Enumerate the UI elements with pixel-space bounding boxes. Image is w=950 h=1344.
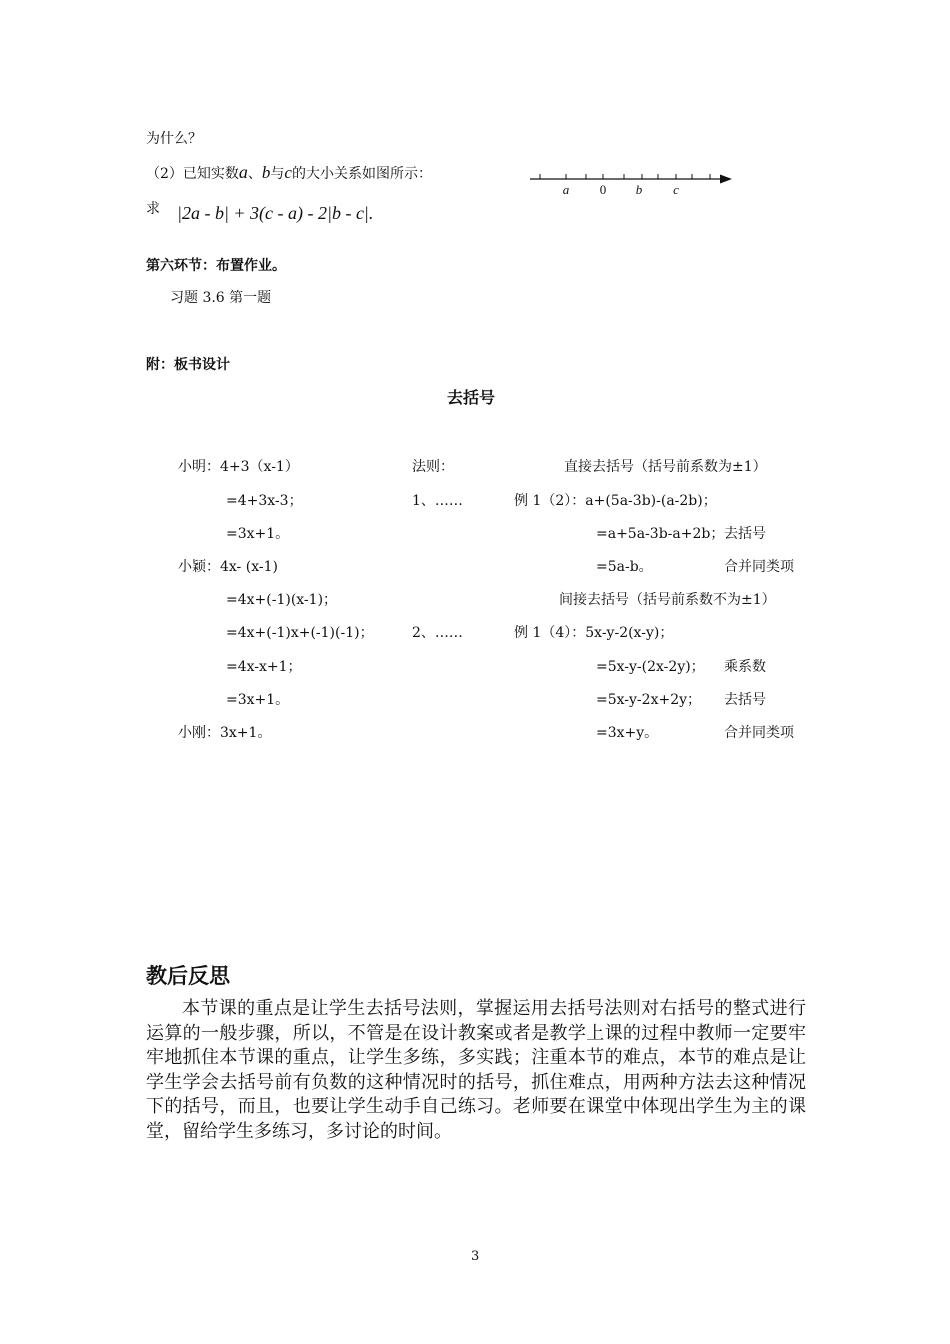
example-1-expr: a+(5a-3b)-(a-2b)； (585, 493, 717, 509)
rule-label: 法则： (412, 459, 454, 475)
example-2-label: 例 1（4）： (514, 625, 586, 641)
board-left-line: =3x+1。 (226, 526, 290, 542)
question-2-suffix: 的大小关系如图所示： (291, 166, 432, 182)
var-a: a (238, 162, 248, 182)
sep-2: 与 (270, 166, 285, 182)
var-c: c (284, 163, 292, 182)
page-number: 3 (471, 1249, 480, 1264)
number-line-labels (563, 182, 679, 197)
question-2-prefix: （2）已知实数 (146, 166, 239, 182)
example-1-step: =5a-b。 (596, 559, 653, 575)
number-line-label: a (562, 182, 570, 197)
sep-1: 、 (247, 166, 262, 182)
number-line-label: b (635, 182, 643, 197)
number-line-ticks (540, 174, 710, 179)
rule-item-1: 1、…… (412, 493, 463, 509)
number-line-arrow (720, 175, 732, 184)
reflection-body: 本节课的重点是让学生去括号法则，掌握运用去括号法则对右括号的整式进行运算的一般步骤，所以，不管是在设计教案或者是教学上课的过程中教师一定要牢牢地抓住本节课的重点，让学生多练，多实践；注重本节的难点，本节的难点是让学生学会去括号前有负数的这种情况时的括号，抓住难点，用两种方法去这种情况下的括号，而且，也要让学生动手自己练习。老师要在课堂中体现出学生为主的课堂，留给学生多练习，多讨论的时间。 (146, 998, 806, 1142)
board-title: 去括号 (447, 388, 496, 407)
board-left-line: =3x+1。 (226, 692, 290, 708)
indirect-title: 间接去括号（括号前系数不为±1） (559, 592, 776, 608)
board-left-line: 小明：4+3（x-1） (178, 459, 299, 475)
var-b: b (261, 163, 271, 182)
question-2 (146, 162, 432, 183)
example-1 (514, 490, 717, 510)
example-1-note: 去括号 (724, 526, 766, 542)
example-2-step: =3x+y。 (596, 725, 659, 741)
number-line (528, 166, 740, 200)
why-text: 为什么？ (146, 131, 202, 147)
example-1-label: 例 1（2）： (514, 493, 586, 509)
board-left-line: =4x-x+1； (226, 659, 302, 675)
example-2-note: 乘系数 (724, 659, 766, 675)
example-2 (514, 622, 673, 642)
board-left-line: =4x+(-1)x+(-1)(-1)； (226, 625, 374, 641)
homework-text: 习题 3.6 第一题 (170, 290, 272, 306)
ask-text: 求 (146, 201, 160, 217)
example-2-note: 合并同类项 (724, 725, 794, 741)
example-1-note: 合并同类项 (724, 559, 794, 575)
example-2-expr: 5x-y-2(x-y)； (585, 625, 674, 641)
example-2-note: 去括号 (724, 692, 766, 708)
board-left-line: =4+3x-3； (226, 493, 303, 509)
appendix-title: 附：板书设计 (146, 357, 230, 373)
reflection-title: 教后反思 (146, 964, 230, 988)
example-1-step: =a+5a-3b-a+2b； (596, 526, 725, 542)
expression: |2a - b| + 3(c - a) - 2|b - c|. (177, 203, 374, 223)
section6-title: 第六环节：布置作业。 (146, 258, 286, 274)
board-left-line: 小刚：3x+1。 (178, 725, 272, 741)
number-line-label: 0 (599, 182, 607, 197)
example-2-step: =5x-y-2x+2y； (596, 692, 702, 708)
direct-title: 直接去括号（括号前系数为±1） (564, 459, 767, 475)
board-left-line: 小颖：4x- (x-1) (178, 559, 278, 575)
rule-item-2: 2、…… (412, 625, 463, 641)
example-2-step: =5x-y-(2x-2y)； (596, 659, 705, 675)
number-line-label: c (673, 182, 679, 197)
board-left-line: =4x+(-1)(x-1)； (226, 592, 338, 608)
